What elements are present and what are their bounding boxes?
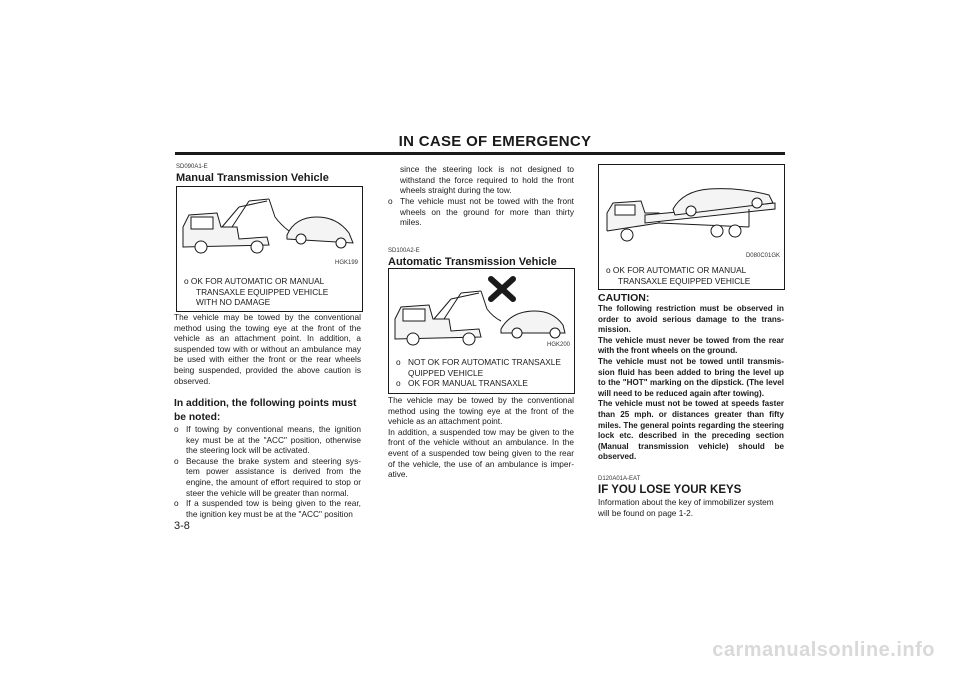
body-paragraph: The vehicle may be towed by the conventional method using the towing eye at the front of the vehicle as an attachment point. In addition, a suspended tow with or without an ambulance may be used with either the front or the rear wheels being suspended, provided the above caution is observed. — [174, 312, 361, 386]
prohibited-x-icon — [491, 279, 513, 299]
caption-line: o OK FOR AUTOMATIC OR MANUAL — [606, 265, 747, 275]
section-code: SD090A1-E — [176, 164, 208, 170]
list-item: o The vehicle must not be towed with the front wheels on the ground for more than thirty miles. — [388, 196, 574, 228]
caution-heading: CAUTION: — [598, 292, 650, 304]
list-item: o If a suspended tow is being given to the rear, the ignition key must be at the "ACC" position — [174, 498, 361, 519]
section-code: SD100A2-E — [388, 248, 420, 254]
section-code: D120A01A-EAT — [598, 476, 641, 482]
caution-line: The following restriction must be observed in order to avoid serious damage to the trans- mission. — [598, 304, 784, 335]
figure-caption — [606, 265, 782, 286]
figure-caption — [396, 357, 572, 389]
list-item: o If towing by conventional means, the ignition key must be at the "ACC" position, otherwise the steering lock will be activated. — [174, 424, 361, 456]
caption-line: WITH NO DAMAGE — [196, 297, 271, 307]
caption-line: o OK FOR MANUAL TRANSAXLE — [396, 378, 572, 389]
bullet-list — [174, 424, 361, 519]
body-paragraph: Information about the key of immobilizer system will be found on page 1-2. — [598, 497, 774, 518]
bullet-list — [388, 196, 574, 228]
subheading: In addition, the following points must be noted: — [174, 398, 357, 423]
caution-line: The vehicle must never be towed from the rear with the front wheels on the ground. — [598, 335, 784, 356]
caution-line: The vehicle must not be towed until transmis- sion fluid has been added to bring the level up to the "HOT" marking on the dipstick. (The level will need to be reduced again after towing). — [598, 356, 784, 398]
caution-line: The vehicle must not be towed at speeds faster than 25 mph. or distances greater than fifty miles. The general points regarding the steering lock etc. described in the preceding section (Manual transmission vehicle) should be observed. — [598, 399, 784, 462]
body-paragraph — [388, 395, 574, 480]
section-heading: Automatic Transmission Vehicle — [388, 256, 557, 268]
paragraph-line: The vehicle may be towed by the conventional method using the towing eye at the front of the vehicle as an attachment point. — [388, 395, 574, 427]
page-number: 3-8 — [174, 520, 190, 532]
figure-code: HGK199 — [334, 260, 358, 266]
paragraph-line: In addition, a suspended tow may be given to the front of the vehicle without an ambulance. In the event of a suspended tow being given to the rear of the vehicle, the use of an ambulance is imper- ative. — [388, 426, 574, 480]
caption-line: TRANSAXLE EQUIPPED VEHICLE — [196, 286, 329, 297]
page-title: IN CASE OF EMERGENCY — [398, 133, 592, 150]
caution-text — [598, 304, 784, 463]
figure-caption — [184, 276, 359, 308]
continued-text: since the steering lock is not designed to withstand the force required to hold the front wheels straight during the tow. — [400, 164, 574, 196]
list-item: o Because the brake system and steering sys- tem power assistance is derived from the engine, the amount of effort required to stop or steer the vehicle will be greater than normal. — [174, 456, 361, 498]
section-heading: IF YOU LOSE YOUR KEYS — [598, 484, 742, 496]
caption-line: o NOT OK FOR AUTOMATIC TRANSAXLE — [396, 357, 572, 368]
figure-code: D080C01GK — [745, 253, 780, 259]
header-rule — [175, 152, 785, 155]
caption-line: TRANSAXLE EQUIPPED VEHICLE — [618, 275, 751, 286]
watermark-text: carmanualsonline.info — [712, 639, 935, 661]
caption-line: o OK FOR AUTOMATIC OR MANUAL — [184, 276, 325, 286]
figure-code: HGK200 — [546, 342, 570, 348]
caption-line: QUIPPED VEHICLE — [408, 367, 484, 378]
section-heading: Manual Transmission Vehicle — [176, 172, 329, 184]
